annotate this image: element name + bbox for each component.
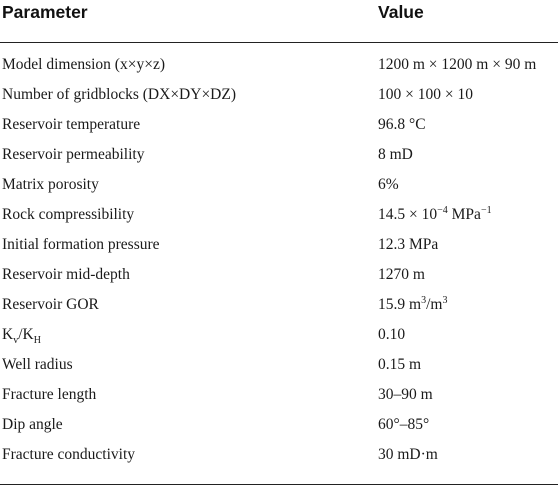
table-header	[0, 0, 558, 43]
table-body	[0, 43, 558, 470]
table-row	[0, 290, 558, 320]
parameter-cell: Dip angle	[2, 416, 63, 433]
table-row	[0, 350, 558, 380]
parameter-cell: Fracture length	[2, 386, 97, 403]
value-cell: 96.8 °C	[378, 116, 426, 133]
parameter-cell: Reservoir mid-depth	[2, 266, 130, 283]
header-parameter: Parameter	[2, 2, 88, 22]
value-cell: $14.5 \times 10^{-4}$ MPa$^{-1}$	[378, 204, 492, 223]
value-cell: 0.15 m	[378, 356, 422, 373]
value-cell: 1200 m × 1200 m × 90 m	[378, 56, 537, 73]
value-cell: 1270 m	[378, 266, 425, 283]
table-row	[0, 140, 558, 170]
table-row	[0, 110, 558, 140]
value-cell: 60°–85°	[378, 416, 430, 433]
parameter-cell: Matrix porosity	[2, 176, 99, 193]
parameter-cell: Reservoir permeability	[2, 146, 145, 163]
table-row	[0, 320, 558, 350]
value-cell: 6%	[378, 176, 399, 193]
parameter-cell: Well radius	[2, 356, 73, 373]
table-row	[0, 380, 558, 410]
table-row	[0, 80, 558, 110]
table-row	[0, 230, 558, 260]
table-row	[0, 170, 558, 200]
table-row	[0, 50, 558, 80]
value-cell: 100 × 100 × 10	[378, 86, 473, 103]
parameter-cell: $K_v/K_H$	[2, 326, 41, 347]
header-value: Value	[378, 2, 424, 22]
table-row	[0, 200, 558, 230]
parameter-cell: Reservoir GOR	[2, 296, 99, 313]
value-cell: 30 mD·m	[378, 446, 438, 463]
parameter-cell: Model dimension (x×y×z)	[2, 56, 165, 73]
parameter-cell: Rock compressibility	[2, 206, 135, 223]
parameter-cell: Initial formation pressure	[2, 236, 160, 253]
parameter-cell: Fracture conductivity	[2, 446, 135, 463]
value-cell: 12.3 MPa	[378, 236, 439, 253]
parameter-cell: Reservoir temperature	[2, 116, 141, 133]
value-cell: 0.10	[378, 326, 406, 343]
table-row	[0, 440, 558, 470]
value-cell: 30–90 m	[378, 386, 433, 403]
value-cell: 8 mD	[378, 146, 413, 163]
value-cell: 15.9 $m^3/m^3$	[378, 294, 448, 313]
table-row	[0, 260, 558, 290]
table-row	[0, 410, 558, 440]
parameter-cell: Number of gridblocks (DX×DY×DZ)	[2, 86, 237, 103]
table-bottom-rule	[0, 484, 558, 485]
